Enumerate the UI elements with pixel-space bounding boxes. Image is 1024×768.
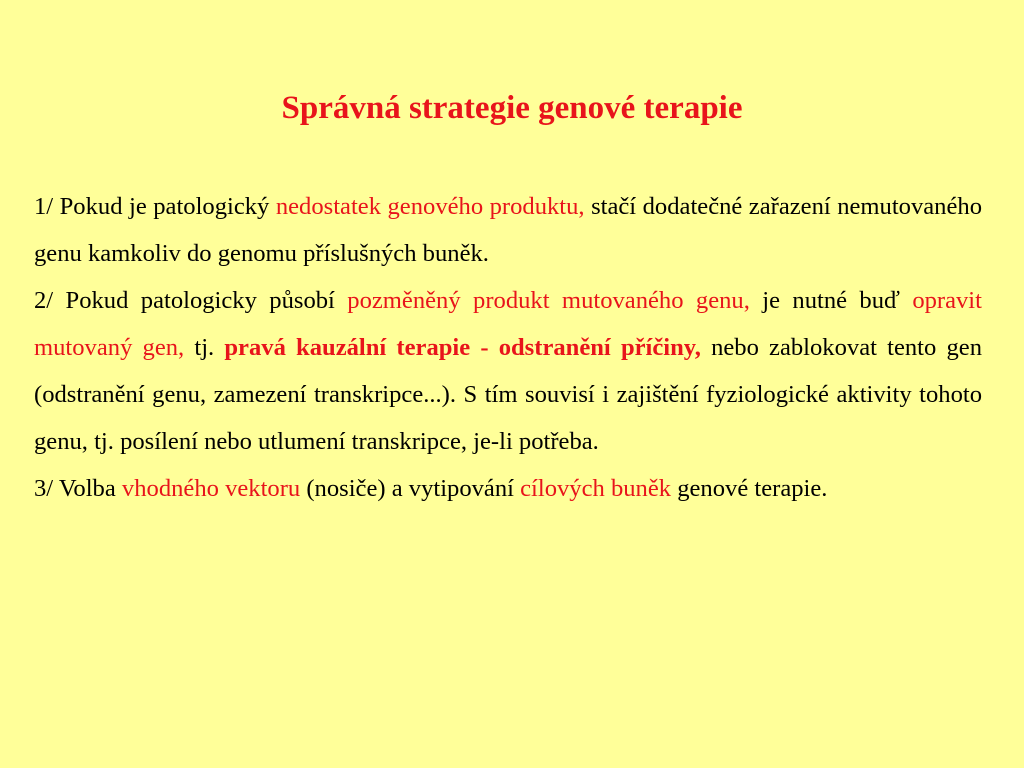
point-2-highlight: opravit mutovaný gen, bbox=[34, 287, 982, 361]
slide-body bbox=[34, 183, 982, 512]
point-3-text: (nosiče) a vytipování bbox=[300, 475, 521, 502]
point-2-text: tj. bbox=[184, 334, 225, 361]
point-3-text: 3/ Volba bbox=[34, 475, 122, 502]
point-2-text: 2/ Pokud patologicky působí bbox=[34, 287, 348, 314]
point-3 bbox=[34, 465, 982, 512]
point-2-text: nebo zablokovat tento gen (odstranění genu, zamezení transkripce...). S tím souvisí i zajištění fyziologické aktivity tohoto genu, tj. posílení nebo utlumení transkripce, je-li potřeba. bbox=[34, 334, 982, 455]
slide-title: Správná strategie genové terapie bbox=[281, 90, 743, 127]
point-2-bold-highlight: pravá kauzální terapie - odstranění příčiny, bbox=[224, 334, 701, 361]
point-2-text: je nutné buď bbox=[749, 287, 913, 314]
point-1-text: 1/ Pokud je patologický bbox=[34, 193, 276, 220]
point-1 bbox=[34, 183, 982, 277]
point-1-highlight: nedostatek genového produktu, bbox=[275, 193, 585, 220]
point-3-highlight: cílových buněk bbox=[520, 475, 672, 502]
point-2-highlight: pozměněný produkt mutovaného genu, bbox=[347, 287, 750, 314]
point-3-highlight: vhodného vektoru bbox=[121, 475, 301, 502]
point-2 bbox=[34, 277, 982, 465]
point-1-text: stačí dodatečné zařazení nemutovaného genu kamkoliv do genomu příslušných buněk. bbox=[34, 193, 982, 267]
point-3-text: genové terapie. bbox=[671, 475, 828, 502]
